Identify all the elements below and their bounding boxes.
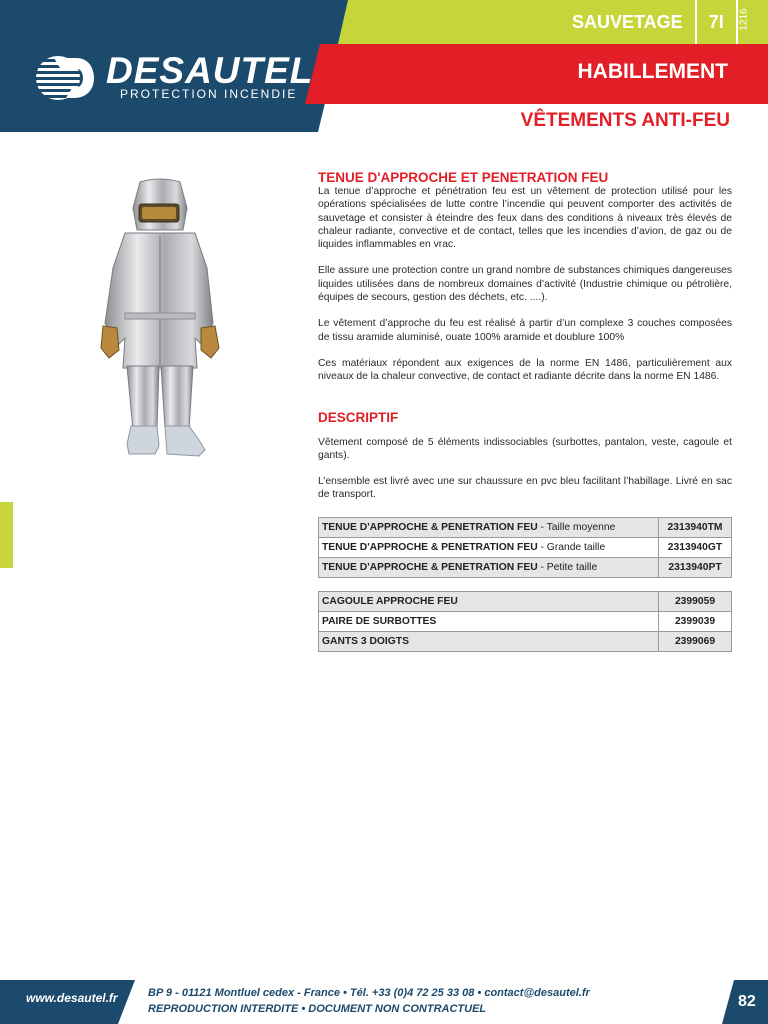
table-cell-ref: 2313940PT (659, 558, 732, 578)
company-logo (36, 50, 314, 108)
page-number: 82 (738, 993, 756, 1010)
category-label: SAUVETAGE (572, 11, 683, 32)
item-name: TENUE D'APPROCHE & PENETRATION FEU (322, 562, 538, 573)
logo-tagline: PROTECTION INCENDIE (120, 87, 298, 101)
website-link[interactable]: www.desautel.fr (26, 991, 118, 1005)
item-detail: - Petite taille (537, 562, 598, 573)
product-paragraph: Ces matériaux répondent aux exigences de la norme EN 1486, particulièrement aux niveaux de la chaleur convective, de contact et radiante décrite dans la norme EN 1486. (318, 357, 732, 383)
product-paragraph: Le vêtement d’approche du feu est réalisé à partir d’un complexe 3 couches composées de tissu aramide aluminisé, ouate 100% aramide et doublure 100% (318, 318, 732, 343)
side-tab-marker (0, 502, 13, 568)
item-detail: - Grande taille (537, 542, 606, 553)
table-cell-ref: 2399069 (659, 632, 732, 652)
descriptif-paragraph: L’ensemble est livré avec une sur chaussure en pvc bleu facilitant l’habillage. Livré en sac de transport. (318, 476, 732, 501)
table-row (319, 612, 732, 632)
fire-suit-image (95, 178, 225, 458)
product-paragraph: Elle assure une protection contre un grand nombre de substances chimiques dangereuses liquides utilisées dans de nombreux domaines d’activité (Industrie chimique ou pétrolière, équipes de secours, gestion des déchets, etc. ....). (318, 265, 732, 304)
table-cell-name: GANTS 3 DOIGTS (319, 632, 659, 652)
table-cell-ref: 2313940TM (659, 518, 732, 538)
footer-disclaimer: REPRODUCTION INTERDITE • DOCUMENT NON CONTRACTUEL (148, 1003, 487, 1015)
item-detail: - Taille moyenne (537, 522, 616, 533)
table-row (319, 538, 732, 558)
table-row (319, 592, 732, 612)
item-name: TENUE D'APPROCHE & PENETRATION FEU (322, 542, 538, 553)
table-cell-ref: 2313940GT (659, 538, 732, 558)
table-cell-name (319, 538, 659, 558)
table-cell-name: CAGOULE APPROCHE FEU (319, 592, 659, 612)
main-content (318, 170, 732, 502)
page-subtitle: VÊTEMENTS ANTI-FEU (520, 110, 730, 131)
table-row (319, 558, 732, 578)
table-cell-name (319, 518, 659, 538)
product-paragraph: La tenue d’approche et pénétration feu est un vêtement de protection utilisé pour les opérations spécialisées de lutte contre l’incendie qui peuvent comporter des activités de sauvetage et consister à éteindre des feux dans des conditions à niveaux très élevés de chaleur radiante, convective et de contact, telles que les incendies d’avion, de gaz ou de liquides inflammables en vrac. (318, 186, 732, 251)
table-cell-ref: 2399039 (659, 612, 732, 632)
page-code: 1216 (738, 8, 750, 31)
suit-reference-table (318, 517, 732, 578)
table-cell-name (319, 558, 659, 578)
logo-mark-icon (36, 52, 94, 104)
page-title: HABILLEMENT (577, 60, 728, 83)
table-row (319, 518, 732, 538)
logo-wordmark: DESAUTEL (106, 50, 314, 91)
product-heading: TENUE D'APPROCHE ET PENETRATION FEU (318, 170, 609, 185)
table-cell-name: PAIRE DE SURBOTTES (319, 612, 659, 632)
descriptif-heading: DESCRIPTIF (318, 409, 399, 425)
footer-address: BP 9 - 01121 Montluel cedex - France • Tél. +33 (0)4 72 25 33 08 • contact@desautel.fr (148, 987, 590, 999)
item-name: TENUE D'APPROCHE & PENETRATION FEU (322, 522, 538, 533)
accessory-reference-table (318, 591, 732, 652)
category-bar (560, 0, 738, 44)
descriptif-paragraph: Vêtement composé de 5 éléments indissociables (surbottes, pantalon, veste, cagoule et gants). (318, 436, 732, 461)
table-row (319, 632, 732, 652)
table-cell-ref: 2399059 (659, 592, 732, 612)
category-divider (736, 0, 738, 44)
section-number: 7I (708, 11, 724, 32)
